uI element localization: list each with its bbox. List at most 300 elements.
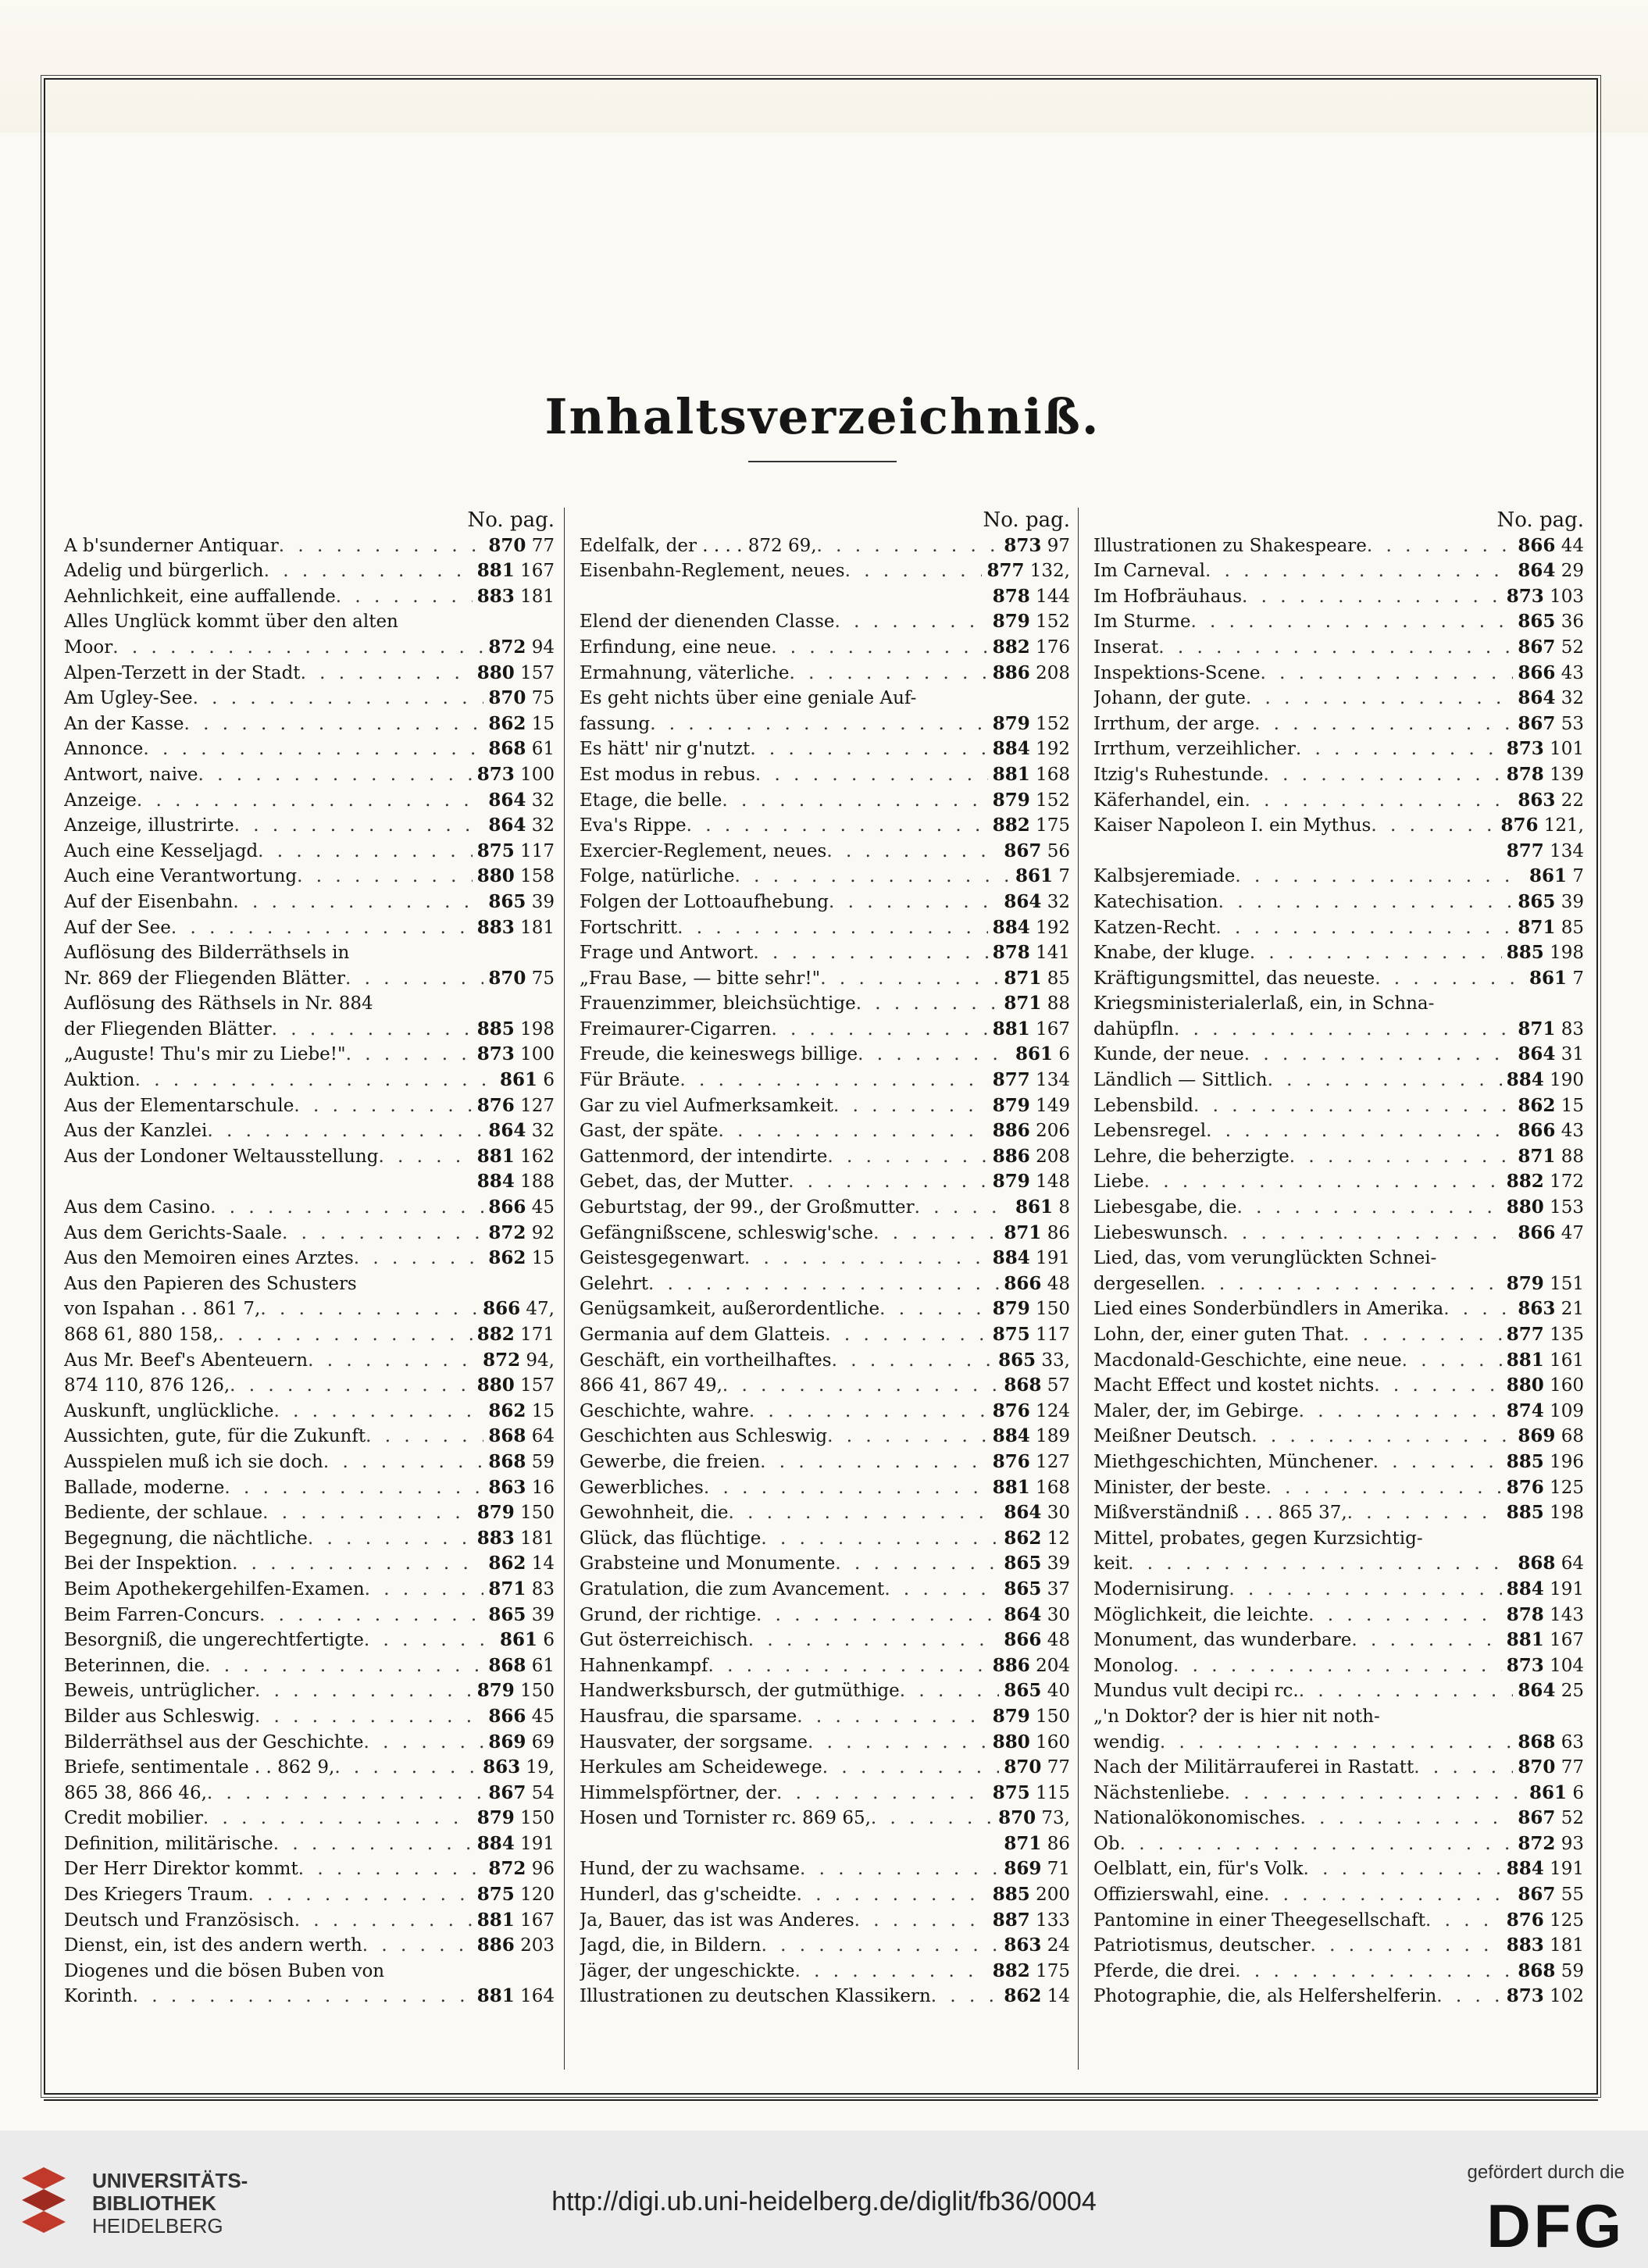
index-entry: [64, 1628, 555, 1653]
entry-title: Aus den Memoiren eines Arztes: [64, 1248, 354, 1269]
entry-title: Lebensregel: [1093, 1121, 1207, 1142]
entry-reference: 866 43: [1518, 662, 1584, 683]
entry-title: Aus der Elementarschule: [64, 1095, 294, 1116]
entry-title: Anzeige: [64, 790, 137, 811]
leader-dots: [808, 1730, 988, 1756]
index-entry: [580, 711, 1070, 737]
leader-dots: [198, 762, 473, 788]
leader-dots: [184, 711, 484, 737]
entry-title: Frauenzimmer, bleichsüchtige: [580, 993, 856, 1015]
entry-title: Ballade, moderne: [64, 1477, 225, 1498]
leader-dots: [260, 1296, 478, 1322]
entry-reference: 885 200: [992, 1884, 1070, 1906]
entry-reference: 877 134: [992, 1069, 1070, 1091]
entry-title: Minister, der beste: [1093, 1477, 1266, 1498]
entry-reference: 880 160: [992, 1731, 1070, 1753]
leader-dots: [143, 736, 483, 762]
index-entry: [580, 1322, 1070, 1348]
index-entry: [1093, 1348, 1584, 1374]
index-entry: [64, 635, 555, 661]
index-entry: [1093, 1169, 1584, 1195]
entry-title: Glück, das flüchtige: [580, 1528, 762, 1549]
index-entry: [64, 1984, 555, 2009]
leader-dots: [248, 1882, 472, 1908]
index-entry: [64, 1399, 555, 1425]
index-entry: [1093, 762, 1584, 788]
entry-reference: 871 86: [1004, 1221, 1070, 1243]
entry-reference: 861 7: [1529, 865, 1584, 887]
leader-dots: [234, 813, 484, 839]
entry-title: Liebesgabe, die: [1093, 1197, 1237, 1218]
leader-dots: [133, 1984, 473, 2009]
entry-title: Katechisation: [1093, 891, 1218, 912]
entry-reference: 871 83: [1518, 1018, 1584, 1040]
leader-dots: [833, 1093, 988, 1119]
index-entry: [64, 1933, 555, 1959]
entry-title: der Fliegenden Blätter: [64, 1018, 272, 1040]
leader-dots: [1120, 1831, 1514, 1857]
index-entry: [580, 1246, 1070, 1271]
entry-reference: 878 139: [1506, 763, 1584, 785]
entry-reference: 873 102: [1506, 1985, 1584, 2007]
entry-reference: 872 96: [488, 1858, 555, 1880]
entry-title: Edelfalk, der . . . . 872 69,: [580, 535, 817, 556]
entry-reference: 868 61: [488, 738, 555, 760]
entry-title: Patriotismus, deutscher: [1093, 1935, 1311, 1956]
leader-dots: [258, 839, 473, 865]
leader-dots: [1300, 1806, 1514, 1831]
leader-dots: [203, 1806, 473, 1831]
entry-title: Frage und Antwort: [580, 943, 754, 964]
entry-reference: 869 71: [1004, 1858, 1070, 1880]
index-entry: [64, 839, 555, 865]
entry-reference: 862 15: [488, 712, 555, 734]
entry-reference: 870 77: [1518, 1756, 1584, 1778]
entry-title: Adelig und bürgerlich: [64, 561, 264, 582]
index-entry: [580, 1475, 1070, 1501]
index-entry: [64, 661, 555, 686]
entry-reference: 879 152: [992, 789, 1070, 811]
index-entry: [64, 1475, 555, 1501]
leader-dots: [364, 1628, 495, 1653]
entry-title: Auflösung des Räthsels in Nr. 884: [64, 993, 373, 1015]
leader-dots: [1351, 1628, 1501, 1653]
index-entry: [64, 1017, 555, 1043]
entry-title: Bei der Inspektion: [64, 1553, 233, 1574]
leader-dots: [797, 1882, 988, 1908]
entry-title: Etage, die belle: [580, 790, 722, 811]
leader-dots: [648, 1271, 999, 1297]
entry-title: Grund, der richtige: [580, 1604, 756, 1625]
entry-reference: 862 14: [488, 1553, 555, 1574]
leader-dots: [749, 1399, 988, 1425]
index-entry: [580, 1118, 1070, 1144]
leader-dots: [1260, 661, 1513, 686]
index-entry: [64, 1348, 555, 1374]
entry-reference: 883 181: [476, 1527, 555, 1549]
entry-reference: 883 181: [1506, 1935, 1584, 1956]
leader-dots: [1414, 1755, 1513, 1781]
index-entry: [64, 1296, 555, 1322]
index-entry: [580, 1271, 1070, 1297]
leader-dots: [760, 1450, 988, 1475]
leader-dots: [762, 1933, 1000, 1959]
entry-title: Kräftigungsmittel, das neueste: [1093, 968, 1375, 989]
entry-reference: 875 117: [476, 840, 555, 861]
index-column-2: [580, 508, 1070, 2009]
index-entry: [1093, 609, 1584, 635]
entry-title: Pferde, die drei: [1093, 1960, 1236, 1981]
entry-title: Bediente, der schlaue: [64, 1503, 263, 1524]
leader-dots: [207, 1781, 484, 1806]
entry-title: An der Kasse: [64, 713, 184, 734]
entry-reference: 861 6: [500, 1629, 555, 1651]
leader-dots: [274, 1399, 484, 1425]
entry-reference: 879 151: [1506, 1272, 1584, 1294]
entry-title: Hausvater, der sorgsame: [580, 1731, 808, 1753]
index-entry: [1093, 1704, 1584, 1730]
index-entry: [1093, 1373, 1584, 1399]
entry-title: Des Kriegers Traum: [64, 1885, 248, 1906]
leader-dots: [1244, 1042, 1514, 1068]
index-entry: [1093, 1577, 1584, 1603]
leader-dots: [822, 1755, 1000, 1781]
entry-title: von Ispahan . . 861 7,: [64, 1299, 261, 1320]
leader-dots: [884, 1577, 999, 1603]
entry-title: Lohn, der, einer guten That: [1093, 1325, 1344, 1345]
entry-reference: 879 150: [992, 1298, 1070, 1320]
entry-reference: 863 19,: [483, 1756, 555, 1778]
column-divider: [1078, 508, 1079, 2070]
leader-dots: [1206, 1118, 1513, 1144]
index-entry: [580, 1526, 1070, 1552]
leader-dots: [789, 661, 987, 686]
entry-reference: 886 208: [992, 662, 1070, 683]
entry-reference: 880 158: [476, 865, 555, 887]
entry-title: Käferhandel, ein: [1093, 790, 1245, 811]
leader-dots: [219, 1322, 473, 1348]
index-entry: [1093, 915, 1584, 941]
leader-dots: [826, 839, 999, 865]
leader-dots: [871, 1806, 993, 1831]
leader-dots: [835, 609, 988, 635]
index-entry: [1093, 1246, 1584, 1271]
index-entry: [580, 991, 1070, 1017]
entry-title: Moor: [64, 637, 113, 658]
leader-dots: [1144, 1169, 1502, 1195]
entry-title: Mittel, probates, gegen Kurzsichtig-: [1093, 1528, 1423, 1549]
leader-dots: [687, 813, 988, 839]
leader-dots: [1235, 1959, 1513, 1984]
entry-title: Gewohnheit, die: [580, 1503, 729, 1524]
entry-reference: 869 68: [1518, 1425, 1584, 1447]
entry-reference: 877 132,: [986, 560, 1070, 582]
entry-title: Fortschritt: [580, 917, 678, 938]
entry-title: Katzen-Recht: [1093, 917, 1216, 938]
leader-dots: [282, 1221, 483, 1246]
bottom-rule: [44, 2099, 1598, 2101]
leader-dots: [753, 940, 987, 966]
entry-reference: 876 121,: [1500, 815, 1584, 836]
column-header: No. pag.: [1496, 508, 1584, 532]
entry-reference: 865 39: [1004, 1553, 1070, 1574]
index-entry: [580, 839, 1070, 865]
leader-dots: [1254, 711, 1513, 737]
leader-dots: [137, 788, 484, 814]
entry-reference: 861 7: [1015, 865, 1070, 887]
leader-dots: [825, 1322, 988, 1348]
leader-dots: [210, 1195, 483, 1221]
entry-reference: 879 149: [992, 1094, 1070, 1116]
entry-title: Miethgeschichten, Münchener: [1093, 1451, 1373, 1472]
index-entry: [64, 1704, 555, 1730]
entry-title: Macht Effect und kostet nichts: [1093, 1375, 1375, 1396]
leader-dots: [273, 1831, 473, 1857]
entry-title: Dienst, ein, ist des andern werth: [64, 1935, 362, 1956]
entry-reference: 880 157: [476, 1375, 555, 1396]
entry-reference: 867 52: [1518, 636, 1584, 658]
entry-reference: 862 12: [1004, 1527, 1070, 1549]
entry-title: Anzeige, illustrirte: [64, 815, 234, 836]
entry-reference: 886 204: [992, 1654, 1070, 1676]
index-entry: [64, 762, 555, 788]
entry-title: 874 110, 876 126,: [64, 1375, 230, 1396]
index-entry: [580, 1169, 1070, 1195]
leader-dots: [259, 1603, 483, 1628]
index-entry: [64, 1169, 555, 1195]
index-entry: [64, 1246, 555, 1271]
entry-title: Johann, der gute: [1093, 688, 1246, 709]
index-entry: [1093, 1730, 1584, 1756]
index-entry: [1093, 584, 1584, 610]
dfg-logo[interactable]: DFG: [1486, 2191, 1625, 2260]
entry-reference: 866 44: [1518, 534, 1584, 556]
index-entry: [580, 1653, 1070, 1679]
entry-reference: 884 191: [476, 1832, 555, 1854]
entry-title: Gattenmord, der intendirte: [580, 1146, 828, 1167]
entry-reference: 881 168: [992, 1476, 1070, 1498]
entry-reference: 861 7: [1529, 967, 1584, 989]
entry-title: Beterinnen, die: [64, 1655, 205, 1676]
entry-reference: 866 48: [1004, 1629, 1070, 1651]
entry-reference: 884 191: [1506, 1578, 1584, 1599]
leader-dots: [1375, 966, 1525, 992]
leader-dots: [323, 1450, 484, 1475]
leader-dots: [1173, 1653, 1502, 1679]
entry-title: Gast, der späte: [580, 1121, 719, 1142]
index-entry: [1093, 533, 1584, 559]
entry-title: Beim Farren-Concurs: [64, 1604, 260, 1625]
leader-dots: [748, 1628, 1000, 1653]
entry-title: dergesellen: [1093, 1273, 1200, 1294]
index-entry: [580, 1068, 1070, 1093]
leader-dots: [1246, 686, 1514, 711]
entry-title: Bilderräthsel aus der Geschichte: [64, 1731, 364, 1753]
index-entry: [580, 686, 1070, 711]
entry-title: 868 61, 880 158,: [64, 1325, 219, 1345]
entry-title: Nach der Militärrauferei in Rastatt: [1093, 1757, 1414, 1778]
entry-reference: 868 63: [1518, 1731, 1584, 1753]
leader-dots: [1229, 1577, 1501, 1603]
index-entry: [1093, 635, 1584, 661]
source-url-link[interactable]: http://digi.ub.uni-heidelberg.de/diglit/fb36/0004: [551, 2187, 1097, 2216]
entry-reference: 884 191: [1506, 1858, 1584, 1880]
entry-reference: 879 152: [992, 611, 1070, 633]
leader-dots: [776, 1781, 988, 1806]
index-entry: [1093, 864, 1584, 890]
index-entry: [580, 1424, 1070, 1450]
index-entry: [1093, 1678, 1584, 1704]
entry-reference: 866 47: [1518, 1221, 1584, 1243]
title-rule: [748, 461, 897, 462]
index-entry: [64, 788, 555, 814]
entry-title: Nächstenliebe: [1093, 1782, 1225, 1803]
entry-reference: 871 86: [1004, 1832, 1070, 1854]
entry-title: Himmelspförtner, der: [580, 1782, 776, 1803]
entry-reference: 865 39: [488, 1603, 555, 1625]
entry-title: Elend der dienenden Classe: [580, 612, 835, 633]
entry-title: Beweis, untrüglicher: [64, 1681, 255, 1702]
entry-reference: 876 124: [992, 1400, 1070, 1421]
entry-reference: 881 162: [476, 1145, 555, 1167]
entry-reference: 885 198: [1506, 942, 1584, 964]
entry-reference: 885 198: [1506, 1502, 1584, 1524]
index-column-1: [64, 508, 555, 2009]
leader-dots: [1367, 533, 1514, 559]
entry-title: Herkules am Scheidewege: [580, 1757, 822, 1778]
leader-dots: [1264, 762, 1502, 788]
entry-title: Ermahnung, väterliche: [580, 662, 790, 683]
entry-reference: 883 181: [476, 916, 555, 938]
entry-title: Für Bräute: [580, 1070, 680, 1091]
entry-reference: 866 45: [488, 1705, 555, 1727]
index-entry: [580, 1373, 1070, 1399]
index-entry: [1093, 1603, 1584, 1628]
entry-reference: 872 94: [488, 636, 555, 658]
entry-title: Deutsch und Französisch: [64, 1910, 294, 1931]
entry-title: Mundus vult decipi rc.: [1093, 1681, 1299, 1702]
entry-reference: 864 32: [488, 815, 555, 836]
index-entry: [64, 1603, 555, 1628]
index-entry: [1093, 1068, 1584, 1093]
index-entry: [580, 1399, 1070, 1425]
leader-dots: [1373, 1450, 1502, 1475]
index-entry: [580, 1781, 1070, 1806]
column-header: No. pag.: [467, 508, 555, 532]
index-entry: [64, 1450, 555, 1475]
index-entry: [580, 736, 1070, 762]
index-entry: [580, 1551, 1070, 1577]
entry-title: Ob: [1093, 1833, 1120, 1854]
entry-title: Itzig's Ruhestunde: [1093, 764, 1264, 785]
entry-title: Aus den Papieren des Schusters: [64, 1273, 357, 1294]
index-entry: [1093, 1399, 1584, 1425]
leader-dots: [1242, 584, 1502, 610]
index-entry: [580, 1730, 1070, 1756]
leader-dots: [255, 1678, 473, 1704]
index-entry: [580, 1678, 1070, 1704]
entry-reference: 884 191: [992, 1247, 1070, 1269]
index-entry: [1093, 1093, 1584, 1119]
index-entry: [64, 1551, 555, 1577]
index-entry: [580, 1755, 1070, 1781]
leader-dots: [1443, 1296, 1513, 1322]
index-entry: [1093, 1118, 1584, 1144]
entry-title: Lied eines Sonderbündlers in Amerika: [1093, 1299, 1444, 1320]
index-entry: [580, 1093, 1070, 1119]
column-header: No. pag.: [983, 508, 1070, 532]
entry-title: Mißverständniß . . . 865 37,: [1093, 1503, 1347, 1524]
entry-reference: 867 52: [1518, 1807, 1584, 1829]
entry-reference: 866 47,: [483, 1298, 555, 1320]
index-entry: [1093, 1882, 1584, 1908]
leader-dots: [858, 1042, 1011, 1068]
index-entry: [1093, 1322, 1584, 1348]
entry-reference: 861 6: [1529, 1781, 1584, 1803]
leader-dots: [207, 1118, 483, 1144]
entry-title: Hausfrau, die sparsame: [580, 1706, 797, 1727]
leader-dots: [829, 890, 999, 915]
index-entry: [64, 813, 555, 839]
index-entry: [64, 1068, 555, 1093]
entry-reference: 884 192: [992, 916, 1070, 938]
entry-title: Gebet, das, der Mutter: [580, 1171, 789, 1193]
entry-title: keit: [1093, 1553, 1129, 1574]
institution-line: UNIVERSITÄTS-: [92, 2169, 248, 2192]
leader-dots: [835, 1551, 999, 1577]
entry-reference: 870 77: [488, 534, 555, 556]
entry-title: Pantomine in einer Theegesellschaft: [1093, 1910, 1425, 1931]
leader-dots: [294, 1093, 472, 1119]
entry-title: Monolog: [1093, 1655, 1173, 1676]
entry-reference: 871 85: [1518, 916, 1584, 938]
entry-reference: 864 32: [488, 789, 555, 811]
index-column-3: [1093, 508, 1584, 2009]
index-entry: [64, 1831, 555, 1857]
entry-reference: 871 88: [1004, 993, 1070, 1015]
index-entry: [64, 1093, 555, 1119]
entry-title: Auktion: [64, 1070, 135, 1091]
leader-dots: [1311, 1933, 1502, 1959]
leader-dots: [900, 1678, 1000, 1704]
leader-dots: [1304, 1856, 1502, 1882]
entry-reference: 866 48: [1004, 1272, 1070, 1294]
entry-reference: 871 88: [1518, 1145, 1584, 1167]
leader-dots: [854, 1908, 988, 1934]
entry-title: Meißner Deutsch: [1093, 1426, 1252, 1447]
entry-reference: 881 167: [1506, 1629, 1584, 1651]
entry-title: Kunde, der neue: [1093, 1044, 1244, 1065]
entry-title: Liebe: [1093, 1171, 1144, 1193]
index-entry: [1093, 1221, 1584, 1246]
entry-title: Jäger, der ungeschickte: [580, 1960, 795, 1981]
index-entry: [580, 1628, 1070, 1653]
entry-title: Im Sturme: [1093, 612, 1191, 633]
entry-title: Photographie, die, als Helfershelferin: [1093, 1986, 1437, 2007]
entry-reference: 876 127: [476, 1094, 555, 1116]
entry-reference: 884 189: [992, 1425, 1070, 1447]
leader-dots: [1244, 788, 1513, 814]
index-entry: [64, 915, 555, 941]
entry-reference: 864 32: [488, 1120, 555, 1142]
index-entry: [580, 1577, 1070, 1603]
leader-dots: [1374, 1373, 1502, 1399]
index-entry: [1093, 966, 1584, 992]
leader-dots: [1251, 1424, 1513, 1450]
entry-reference: 861 6: [500, 1069, 555, 1091]
entry-title: Nr. 869 der Fliegenden Blätter: [64, 968, 346, 989]
entry-title: Briefe, sentimentale . . 862 9,: [64, 1757, 335, 1778]
